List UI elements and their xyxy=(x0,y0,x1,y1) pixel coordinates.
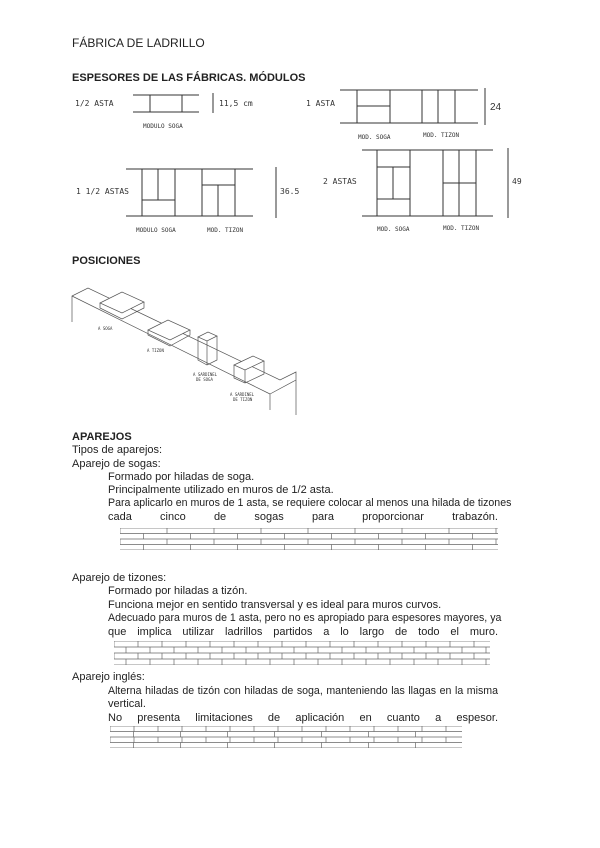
sogas-line: Para aplicarlo en muros de 1 asta, se requiere colocar al menos una hilada de tizones xyxy=(108,497,512,509)
ingles-title: Aparejo inglés: xyxy=(72,671,145,683)
label-half-asta: 1/2 ASTA xyxy=(75,99,114,108)
dim-half: 11,5 cm xyxy=(219,99,253,108)
label-a-soga: A SOGA xyxy=(98,326,113,331)
stretcher-bond-pattern xyxy=(120,528,498,550)
positions-isometric-drawing xyxy=(60,270,310,420)
label-half-mod: MODULO SOGA xyxy=(143,123,183,130)
label-onehalf-asta: 1 1/2 ASTAS xyxy=(76,187,129,196)
document-title: FÁBRICA DE LADRILLO xyxy=(72,36,205,50)
english-bond-pattern xyxy=(110,726,462,748)
label-a-tizon: A TIZON xyxy=(147,348,164,353)
tizones-line: Formado por hiladas a tizón. xyxy=(108,585,248,597)
ingles-line: vertical. xyxy=(108,698,146,710)
label-one-tizon: MOD. TIZON xyxy=(423,132,460,139)
heading-espesores: ESPESORES DE LAS FÁBRICAS. MÓDULOS xyxy=(72,72,306,84)
label-one-soga: MOD. SOGA xyxy=(358,134,391,141)
one-brick-module xyxy=(306,88,502,141)
tizones-line: Funciona mejor en sentido transversal y es ideal para muros curvos. xyxy=(108,599,442,611)
label-sardinel-tizon: A SARDINEL xyxy=(230,392,255,397)
modules-diagram xyxy=(0,0,600,250)
label-two-asta: 2 ASTAS xyxy=(323,177,357,186)
dim-two: 49 xyxy=(512,177,522,186)
tizones-title: Aparejo de tizones: xyxy=(72,572,167,584)
dim-onehalf: 36.5 xyxy=(280,187,300,196)
label-one-asta: 1 ASTA xyxy=(306,99,335,108)
half-brick-module xyxy=(75,93,253,130)
sogas-title: Aparejo de sogas: xyxy=(72,458,161,470)
aparejos-intro: Tipos de aparejos: xyxy=(72,444,163,456)
sogas-line: Principalmente utilizado en muros de 1/2 asta. xyxy=(108,484,334,496)
label-onehalf-tizon: MOD. TIZON xyxy=(207,227,244,234)
sogas-line: cada cinco de sogas para proporcionar trabazón. xyxy=(108,511,498,523)
label-onehalf-soga: MODULO SOGA xyxy=(136,227,176,234)
ingles-line: Alterna hiladas de tizón con hiladas de soga, manteniendo las llagas en la misma xyxy=(108,685,498,697)
heading-posiciones: POSICIONES xyxy=(72,255,141,267)
ingles-line: No presenta limitaciones de aplicación en cuanto a espesor. xyxy=(108,712,498,724)
svg-text:DE SOGA: DE SOGA xyxy=(196,377,213,382)
tizones-line: que implica utilizar ladrillos partidos a lo largo de todo el muro. xyxy=(108,626,498,638)
dim-one: 24 xyxy=(490,102,502,113)
label-two-tizon: MOD. TIZON xyxy=(443,225,480,232)
sogas-line: Formado por hiladas de soga. xyxy=(108,471,255,483)
label-sardinel-soga: A SARDINEL xyxy=(193,372,218,377)
heading-aparejos: APAREJOS xyxy=(72,431,132,443)
tizones-line: Adecuado para muros de 1 asta, pero no es apropiado para espesores mayores, ya xyxy=(108,612,502,624)
label-two-soga: MOD. SOGA xyxy=(377,226,410,233)
header-bond-pattern xyxy=(114,641,490,665)
one-half-brick-module xyxy=(76,167,299,234)
two-brick-module xyxy=(323,148,522,233)
svg-text:DE TIZON: DE TIZON xyxy=(233,397,253,402)
